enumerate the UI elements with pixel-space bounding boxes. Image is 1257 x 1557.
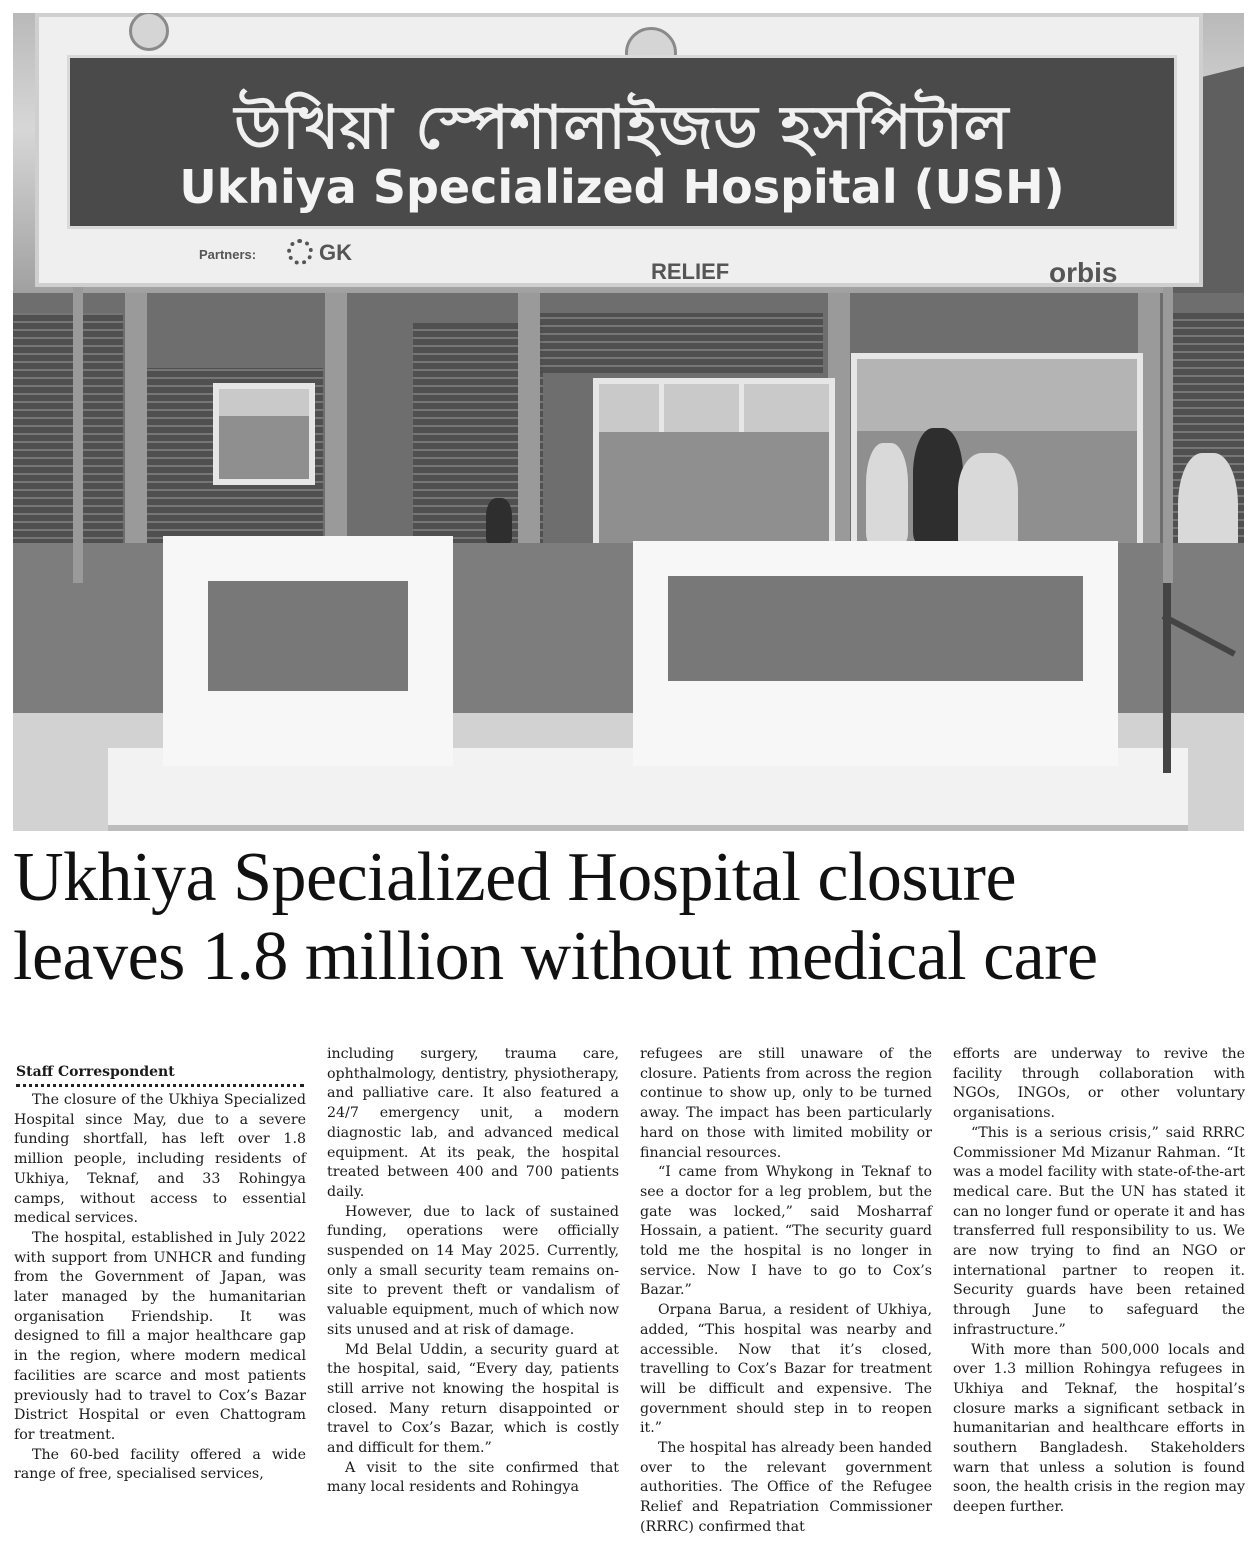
planter-left: [163, 536, 453, 766]
person: [958, 453, 1018, 548]
sign-bengali-title: উখিয়া স্পেশালাইজড হসপিটাল: [234, 93, 1010, 163]
person: [486, 498, 512, 543]
gk-logo-icon: [287, 239, 313, 265]
paragraph: Md Belal Uddin, a security guard at the hospital, said, “Every day, patients still arrive not knowing the hospital is closed. Many return disappointed or travel to Cox’s Bazar, which is costly and difficult for them.”: [327, 1341, 619, 1457]
paragraph: The hospital, established in July 2022 with support from UNHCR and funding from the Government of Japan, was later managed by the humanitarian organisation Friendship. It was designed to fill a major healthcare gap in the region, where modern medical facilities are scarce and most patients previously had to travel to Cox’s Bazar District Hospital or even Chattogram for treatment.: [14, 1229, 306, 1443]
article-column-4: [953, 1045, 1245, 1518]
article-column-2: [327, 1045, 619, 1498]
paragraph: “I came from Whykong in Teknaf to see a doctor for a leg problem, but the gate was locked,” said Mosharraf Hossain, a patient. “The security guard told me the hospital is no longer in service. Now I have to go to Cox’s Bazar.”: [640, 1164, 932, 1299]
paragraph: refugees are still unaware of the closure. Patients from across the region continue to show up, only to be turned away. The impact has been particularly hard on those with limited mobility or financial resources.: [640, 1046, 932, 1161]
paragraph: A visit to the site confirmed that many local residents and Rohingya: [327, 1459, 619, 1496]
person: [866, 443, 908, 543]
headline-line-1: Ukhiya Specialized Hospital closure: [13, 839, 1017, 916]
paragraph: With more than 500,000 locals and over 1.3 million Rohingya refugees in Ukhiya and Teknaf, the hospital’s closure marks a significant setback in humanitarian and healthcare efforts in southern Bangladesh. Stakeholders warn that unless a solution is found soon, the health crisis in the region may deepen further.: [953, 1341, 1245, 1516]
article-column-3: [640, 1045, 932, 1538]
brick-wall: [523, 313, 823, 373]
hospital-signboard: [35, 13, 1203, 287]
sign-english-title: Ukhiya Specialized Hospital (USH): [179, 160, 1065, 214]
partner-relief: RELIEF: [651, 259, 730, 284]
paragraph: The hospital has already been handed over to the relevant government authorities. The Office of the Refugee Relief and Repatriation Commissioner (RRRC) confirmed that: [640, 1440, 932, 1535]
paragraph: Orpana Barua, a resident of Ukhiya, added, “This hospital was nearby and accessible. Now that it’s closed, travelling to Cox’s Bazar for treatment will be difficult and expensive. The government should step in to reopen it.”: [640, 1302, 932, 1437]
byline: Staff Correspondent: [16, 1064, 304, 1087]
paragraph: The 60-bed facility offered a wide range of free, specialised services,: [14, 1446, 306, 1483]
article-column-1: [14, 1091, 306, 1485]
unhcr-emblem: [129, 13, 169, 51]
paragraph: efforts are underway to revive the facility through collaboration with NGOs, INGOs, or other voluntary organisations.: [953, 1046, 1245, 1122]
headline-line-2: leaves 1.8 million without medical care: [13, 918, 1098, 995]
sign-post: [1163, 283, 1173, 583]
headline: [13, 838, 1244, 996]
railing: [1163, 573, 1171, 773]
paragraph: However, due to lack of sustained funding, operations were officially suspended on 14 May 2025. Currently, only a small security team remains on-site to prevent theft or vandalism of valuable equipment, much of which now sits unused and at risk of damage.: [327, 1203, 619, 1338]
paragraph: including surgery, trauma care, ophthalmology, dentistry, physiotherapy, and palliative care. It also featured a 24/7 emergency unit, a modern diagnostic lab, and advanced medical equipment. At its peak, the hospital treated between 400 and 700 patients daily.: [327, 1046, 619, 1200]
partner-gk: GK: [319, 240, 352, 265]
window: [593, 378, 835, 550]
planter-right: [633, 541, 1118, 766]
sign-band: [67, 55, 1177, 229]
paragraph: The closure of the Ukhiya Specialized Hospital since May, due to a severe funding shortfall, has left over 1.8 million people, including residents of Ukhiya, Teknaf, and 33 Rohingya camps, without access to essential medical services.: [14, 1092, 306, 1227]
sign-post: [73, 283, 83, 583]
paragraph: “This is a serious crisis,” said RRRC Commissioner Md Mizanur Rahman. “It was a model facility with state-of-the-art medical care. But the UN has stated it can no longer fund or operate it and has transferred full responsibility to us. We are now trying to find an NGO or international partner to reopen it. Security guards have been retained through June to safeguard the infrastructure.”: [953, 1124, 1245, 1338]
partners-label: Partners:: [199, 247, 257, 262]
partner-orbis: orbis: [1049, 257, 1118, 288]
hospital-photo: [13, 13, 1244, 831]
brick-wall: [13, 313, 123, 553]
window: [213, 383, 315, 485]
person: [913, 428, 963, 543]
